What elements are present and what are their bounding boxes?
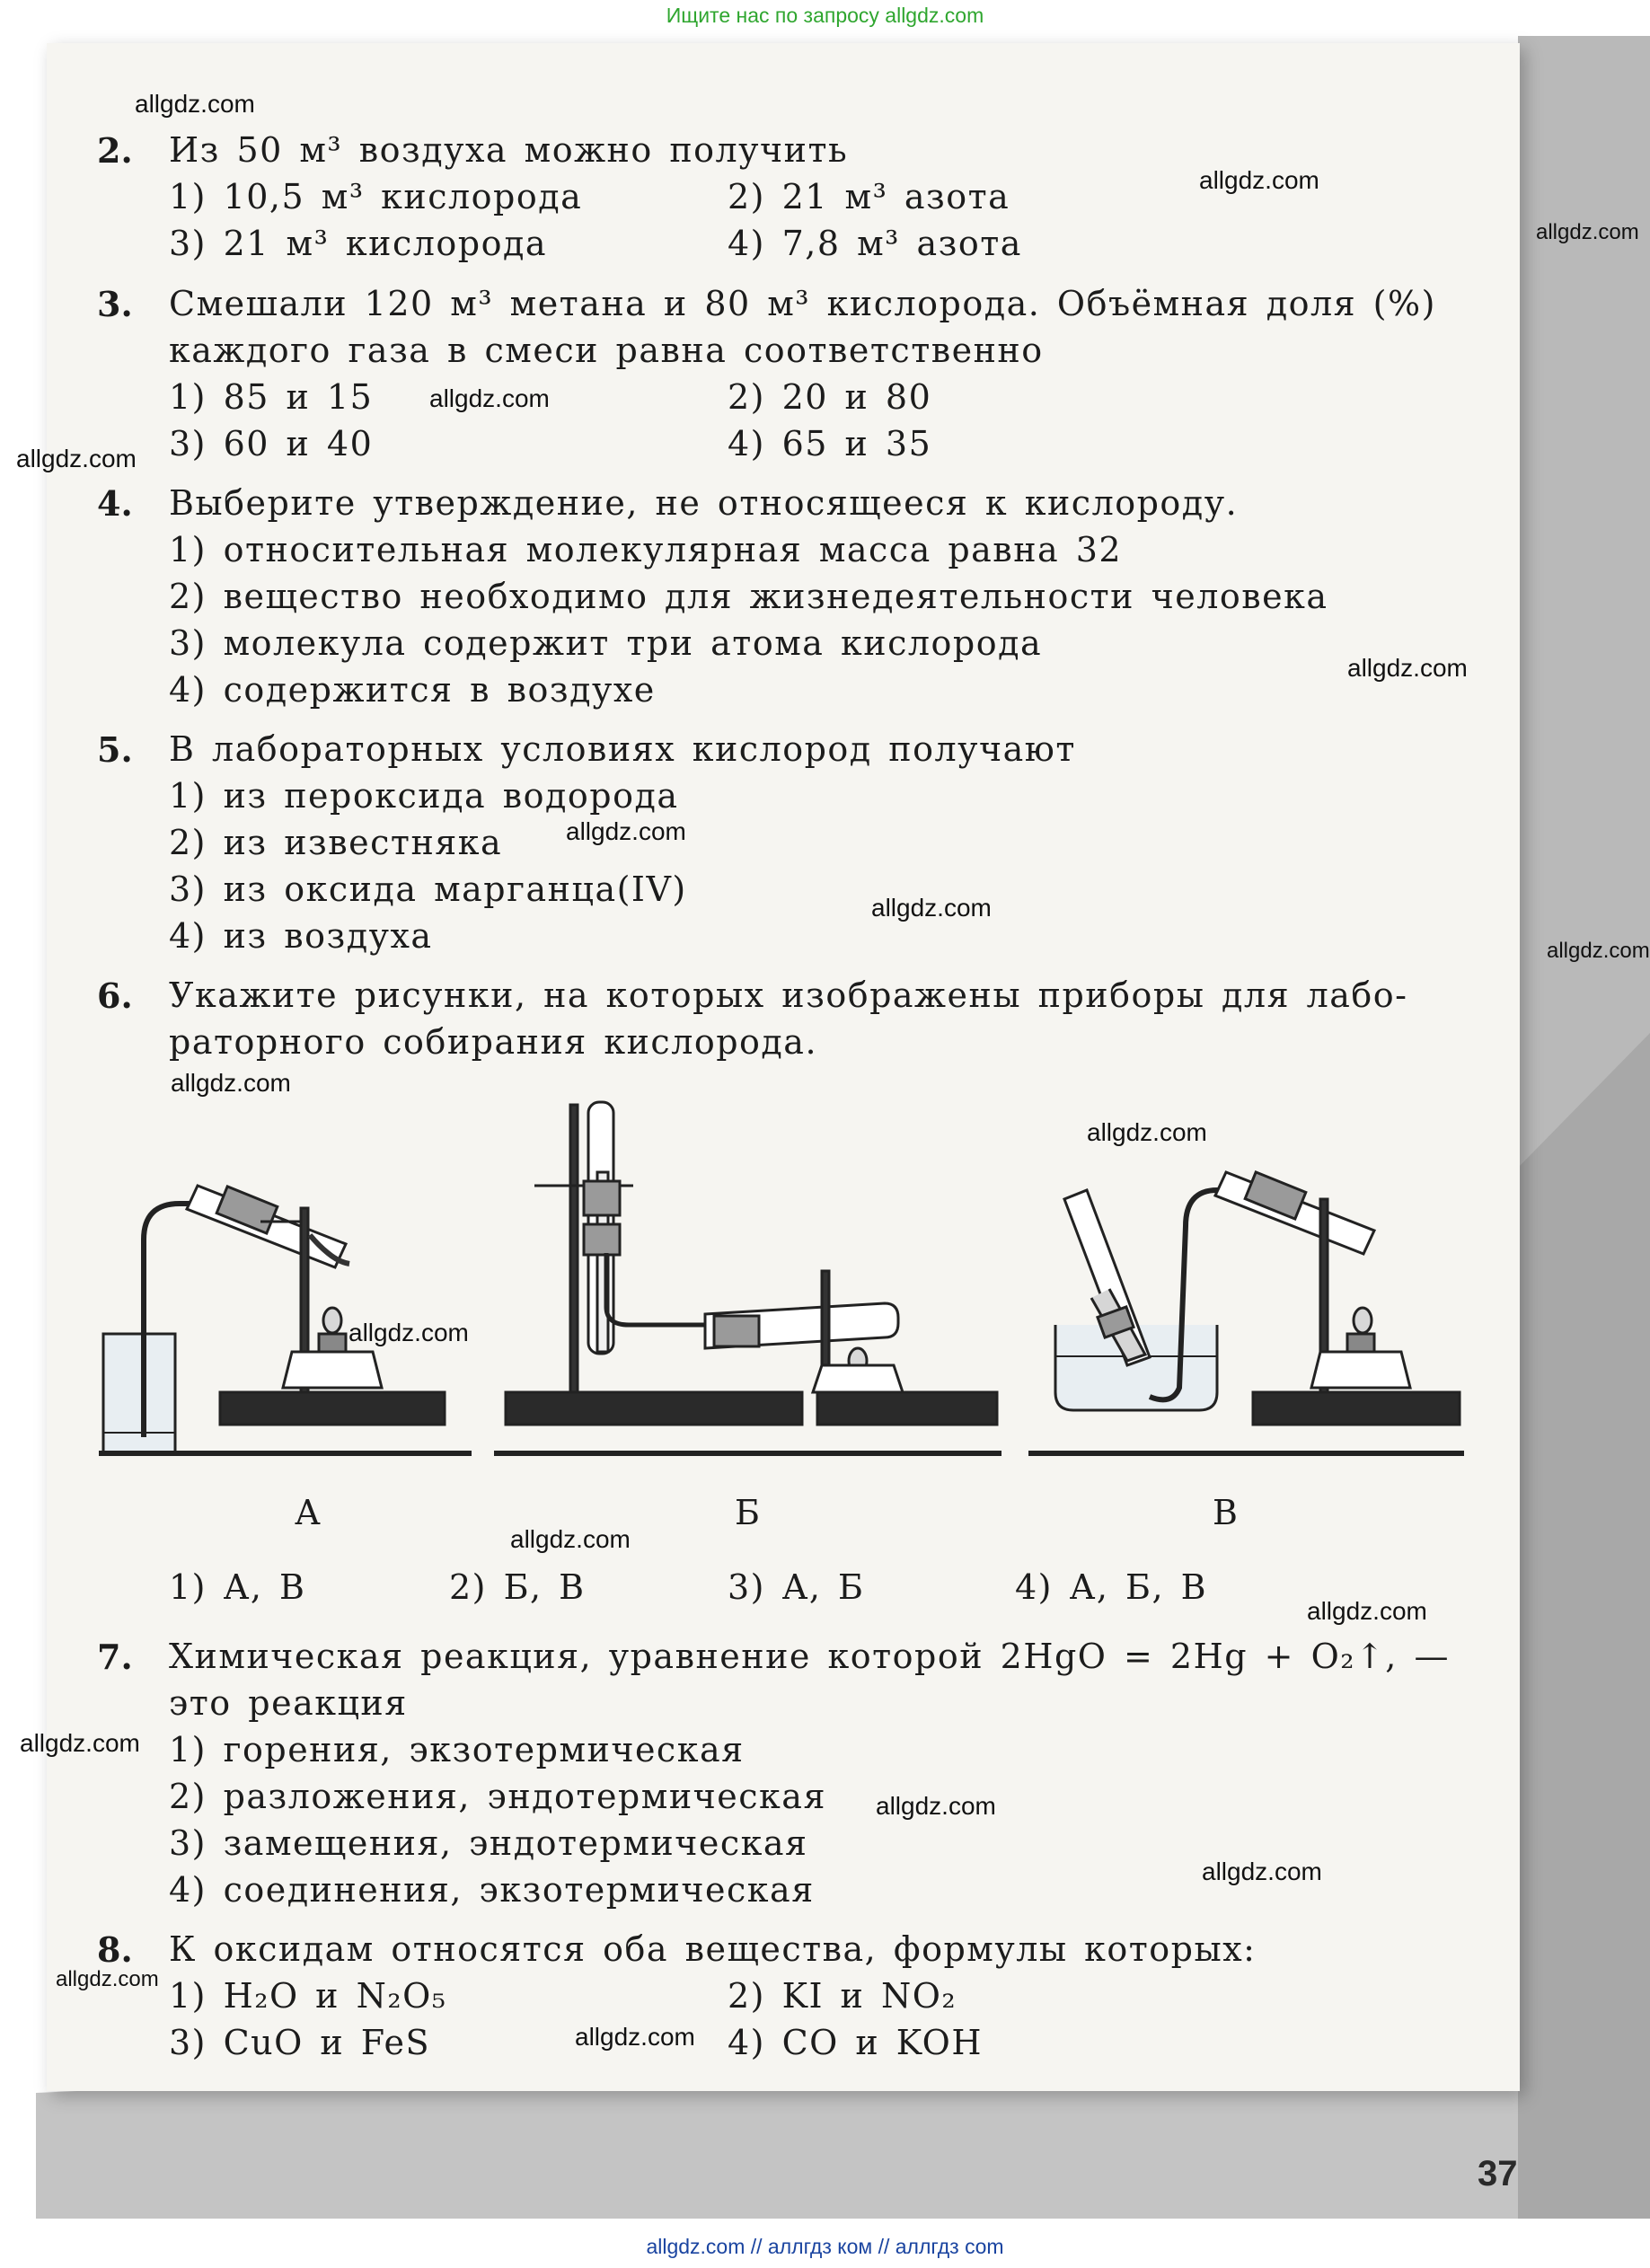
q4-option-3: 3) молекула содержит три атома кислорода — [169, 623, 1043, 663]
watermark: allgdz.com — [566, 817, 686, 845]
q4-option-2: 2) вещество необходимо для жизнедеятельности человека — [169, 577, 1328, 616]
q8-option-3: 3) CuO и FeS — [169, 2023, 431, 2062]
apparatus-b — [506, 1102, 997, 1425]
q7-text-line-2: это реакция — [169, 1683, 408, 1723]
q6-text-line-2: раторного собирания кислорода. — [169, 1022, 818, 1062]
q8-number: 8. — [97, 1929, 133, 1970]
q8-option-2: 2) KI и NO₂ — [728, 1976, 957, 2016]
q5-number: 5. — [97, 729, 133, 770]
q5-text: В лабораторных условиях кислород получают — [169, 729, 1076, 769]
q7-option-4: 4) соединения, экзотермическая — [169, 1870, 815, 1910]
watermark: allgdz.com — [575, 2023, 695, 2051]
q5-option-1: 1) из пероксида водорода — [169, 776, 679, 816]
watermark: allgdz.com — [871, 894, 992, 922]
q2-text: Из 50 м³ воздуха можно получить — [169, 130, 849, 170]
watermark: allgdz.com — [1536, 220, 1639, 244]
q6-option-4: 4) А, Б, В — [1015, 1567, 1208, 1607]
q8-text: К оксидам относятся оба вещества, формулы которых: — [169, 1929, 1257, 1969]
q7-text-line-1: Химическая реакция, уравнение которой 2HgO = 2Hg + O₂↑, — — [169, 1637, 1450, 1676]
q2-option-4: 4) 7,8 м³ азота — [728, 224, 1022, 263]
q3-option-3: 3) 60 и 40 — [169, 424, 374, 463]
q4-option-4: 4) содержится в воздухе — [169, 670, 656, 710]
q6-number: 6. — [97, 975, 133, 1016]
q4-number: 4. — [97, 483, 133, 524]
q5-option-4: 4) из воздуха — [169, 916, 433, 956]
watermark: allgdz.com — [429, 384, 550, 412]
q7-option-3: 3) замещения, эндотермическая — [169, 1823, 808, 1863]
q2-option-3: 3) 21 м³ кислорода — [169, 224, 548, 263]
q8-option-4: 4) CO и KOH — [728, 2023, 983, 2062]
lab-apparatus-figure — [94, 1091, 1469, 1478]
q3-text-line-1: Смешали 120 м³ метана и 80 м³ кислорода. Объёмная доля (%) — [169, 284, 1436, 323]
watermark: allgdz.com — [1347, 654, 1468, 682]
q3-option-2: 2) 20 и 80 — [728, 377, 932, 417]
q3-text-line-2: каждого газа в смеси равна соответственно — [169, 331, 1044, 370]
q4-option-1: 1) относительная молекулярная масса равна 32 — [169, 530, 1123, 569]
figure-label-c: В — [1213, 1493, 1238, 1532]
watermark: allgdz.com — [171, 1069, 291, 1097]
q3-option-4: 4) 65 и 35 — [728, 424, 932, 463]
apparatus-c — [1055, 1172, 1460, 1425]
watermark: allgdz.com — [135, 90, 255, 118]
watermark: allgdz.com — [1199, 166, 1319, 194]
q6-text-line-1: Укажите рисунки, на которых изображены приборы для лабо- — [169, 975, 1408, 1015]
q7-option-1: 1) горения, экзотермическая — [169, 1730, 745, 1769]
figure-label-a: А — [295, 1493, 321, 1532]
q8-option-1: 1) H₂O и N₂O₅ — [169, 1976, 447, 2016]
bottom-banner[interactable]: allgdz.com // аллгдз ком // аллгдз com — [646, 2235, 1004, 2258]
watermark: allgdz.com — [1547, 939, 1650, 963]
q7-number: 7. — [97, 1637, 133, 1677]
q2-number: 2. — [97, 130, 133, 171]
q2-option-2: 2) 21 м³ азота — [728, 177, 1010, 216]
watermark: allgdz.com — [16, 445, 137, 472]
watermark: allgdz.com — [1307, 1597, 1427, 1625]
q5-option-3: 3) из оксида марганца(IV) — [169, 869, 687, 909]
top-banner[interactable]: Ищите нас по запросу allgdz.com — [666, 4, 984, 27]
q4-text: Выберите утверждение, не относящееся к кислороду. — [169, 483, 1239, 523]
watermark: allgdz.com — [510, 1525, 631, 1553]
q7-option-2: 2) разложения, эндотермическая — [169, 1777, 826, 1816]
q6-option-1: 1) А, В — [169, 1567, 306, 1607]
q2-option-1: 1) 10,5 м³ кислорода — [169, 177, 583, 216]
watermark: allgdz.com — [349, 1319, 469, 1346]
page-number: 37 — [1478, 2154, 1518, 2193]
watermark: allgdz.com — [876, 1792, 996, 1820]
q5-option-2: 2) из известняка — [169, 823, 503, 862]
watermark: allgdz.com — [56, 1967, 159, 1991]
q6-option-2: 2) Б, В — [449, 1567, 586, 1607]
watermark: allgdz.com — [1202, 1858, 1322, 1885]
watermark: allgdz.com — [1087, 1118, 1207, 1146]
q3-option-1: 1) 85 и 15 — [169, 377, 374, 417]
watermark: allgdz.com — [20, 1729, 140, 1757]
q6-option-3: 3) А, Б — [728, 1567, 865, 1607]
figure-label-b: Б — [735, 1493, 760, 1532]
q3-number: 3. — [97, 284, 133, 324]
